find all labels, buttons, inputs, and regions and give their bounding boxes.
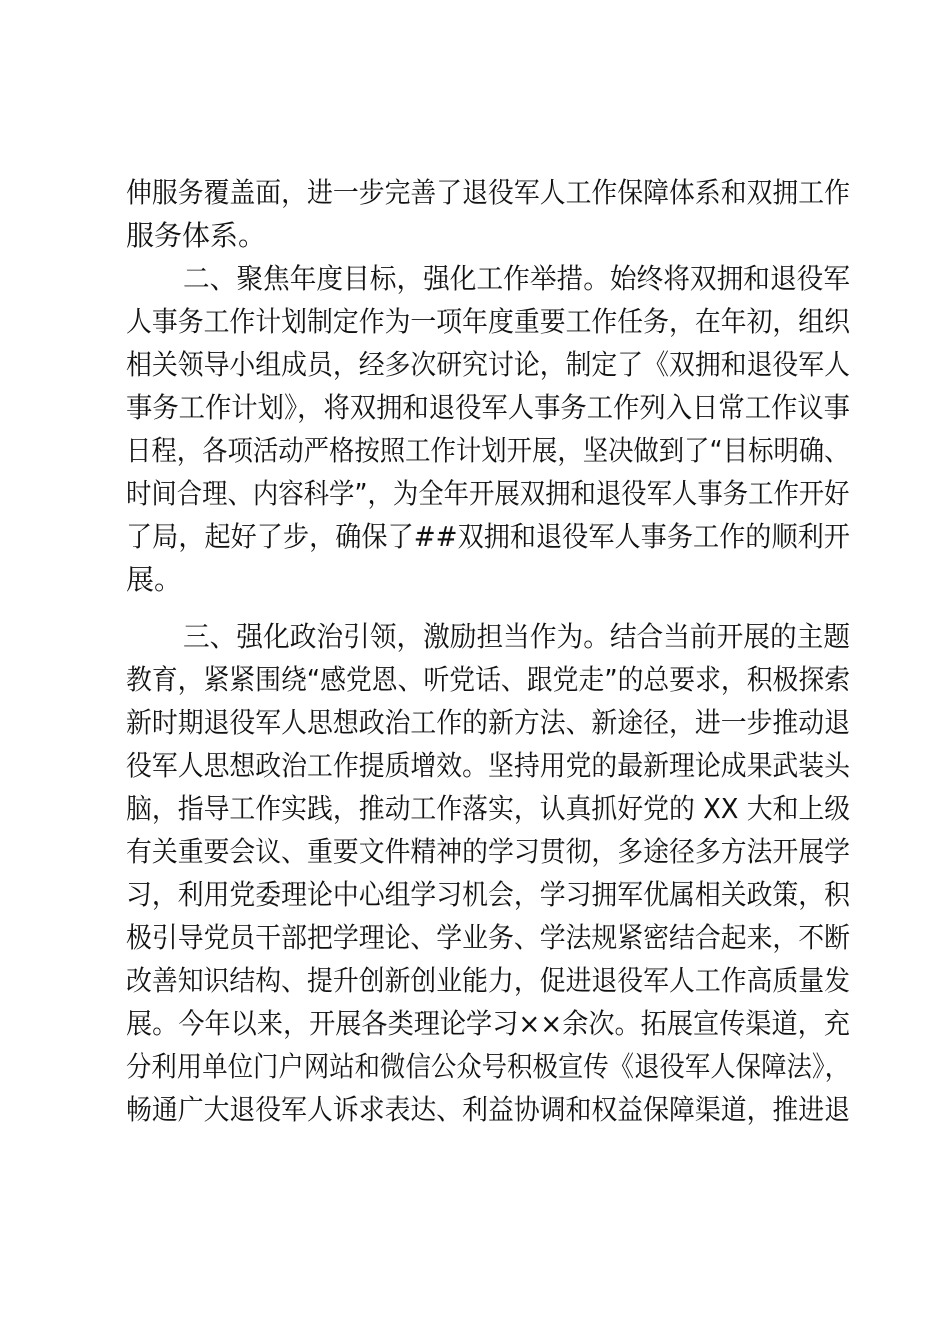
paragraph-heading-line: 三、强化政治引领，激励担当作为。结合当前开展的主题 xyxy=(183,620,851,653)
text-line: 教育，紧紧围绕“感党恩、听党话、跟党走”的总要求，积极探索 xyxy=(126,663,851,696)
text-line: 役军人思想政治工作提质增效。坚持用党的最新理论成果武装头 xyxy=(126,749,851,782)
text-line: 新时期退役军人思想政治工作的新方法、新途径，进一步推动退 xyxy=(126,706,851,739)
text-line: 展。今年以来，开展各类理论学习××余次。拓展宣传渠道，充 xyxy=(126,1007,850,1040)
text-line: 畅通广大退役军人诉求表达、利益协调和权益保障渠道，推进退 xyxy=(126,1093,851,1126)
text-line: 了局，起好了步，确保了##双拥和退役军人事务工作的顺利开 xyxy=(126,520,850,553)
text-line: 展。 xyxy=(126,563,183,596)
text-line: 日程，各项活动严格按照工作计划开展，坚决做到了“目标明确、 xyxy=(126,434,850,467)
text-line: 事务工作计划》，将双拥和退役军人事务工作列入日常工作议事 xyxy=(126,391,851,424)
paragraph-heading-line: 二、聚焦年度目标，强化工作举措。始终将双拥和退役军 xyxy=(183,262,851,295)
text-line: 有关重要会议、重要文件精神的学习贯彻，多途径多方法开展学 xyxy=(126,835,851,868)
text-line: 脑，指导工作实践，推动工作落实，认真抓好党的 XX 大和上级 xyxy=(126,792,851,825)
text-line: 极引导党员干部把学理论、学业务、学法规紧密结合起来，不断 xyxy=(126,921,851,954)
text-line: 相关领导小组成员，经多次研究讨论，制定了《双拥和退役军人 xyxy=(126,348,851,381)
text-line: 分利用单位门户网站和微信公众号积极宣传《退役军人保障法》， xyxy=(126,1050,851,1083)
text-line: 人事务工作计划制定作为一项年度重要工作任务，在年初，组织 xyxy=(126,305,851,338)
text-line: 时间合理、内容科学”，为全年开展双拥和退役军人事务工作开好 xyxy=(126,477,850,510)
text-line: 服务体系。 xyxy=(126,219,267,252)
text-line: 改善知识结构、提升创新创业能力，促进退役军人工作高质量发 xyxy=(126,964,851,997)
text-line: 伸服务覆盖面，进一步完善了退役军人工作保障体系和双拥工作 xyxy=(126,176,851,209)
text-line: 习，利用党委理论中心组学习机会，学习拥军优属相关政策，积 xyxy=(126,878,851,911)
